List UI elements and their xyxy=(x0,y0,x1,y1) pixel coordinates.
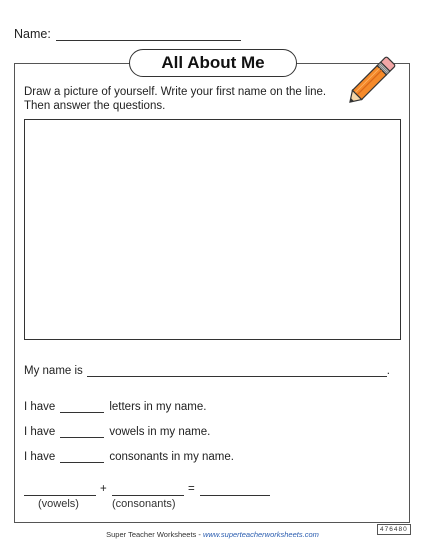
footer-brand: Super Teacher Worksheets - xyxy=(106,530,203,539)
consonants-question-suffix: consonants in my name. xyxy=(109,451,234,463)
vowels-question-prefix: I have xyxy=(24,426,56,438)
name-input-line[interactable] xyxy=(56,28,241,41)
name-label: Name: xyxy=(14,27,51,41)
vowels-question-row xyxy=(24,426,210,438)
letters-blank[interactable] xyxy=(60,401,104,413)
instructions-line-2: Then answer the questions. xyxy=(24,100,166,112)
name-row xyxy=(14,27,241,41)
consonants-question-row xyxy=(24,451,234,463)
total-equation-blank[interactable] xyxy=(200,484,270,496)
equals-sign: = xyxy=(188,483,195,495)
plus-sign: + xyxy=(100,483,107,495)
consonants-equation-blank[interactable] xyxy=(112,484,184,496)
footer xyxy=(0,530,425,539)
instructions xyxy=(24,85,354,113)
footer-url[interactable]: www.superteacherworksheets.com xyxy=(202,530,319,539)
page-title: All About Me xyxy=(129,49,297,77)
name-sentence-row xyxy=(24,365,390,377)
consonants-question-prefix: I have xyxy=(24,451,56,463)
instructions-line-1: Draw a picture of yourself. Write your first name on the line. xyxy=(24,86,327,98)
vowels-label: (vowels) xyxy=(38,498,79,510)
consonants-label: (consonants) xyxy=(112,498,176,510)
name-sentence-prefix: My name is xyxy=(24,365,83,377)
letters-question-prefix: I have xyxy=(24,401,56,413)
vowels-question-suffix: vowels in my name. xyxy=(109,426,211,438)
name-sentence-period: . xyxy=(386,365,390,377)
vowels-blank[interactable] xyxy=(60,426,104,438)
name-sentence-blank[interactable] xyxy=(87,365,387,377)
drawing-box[interactable] xyxy=(24,119,401,340)
worksheet-code: 476480 xyxy=(377,524,411,535)
letters-question-suffix: letters in my name. xyxy=(109,401,207,413)
letters-question-row xyxy=(24,401,206,413)
consonants-blank[interactable] xyxy=(60,451,104,463)
vowels-equation-blank[interactable] xyxy=(24,484,96,496)
